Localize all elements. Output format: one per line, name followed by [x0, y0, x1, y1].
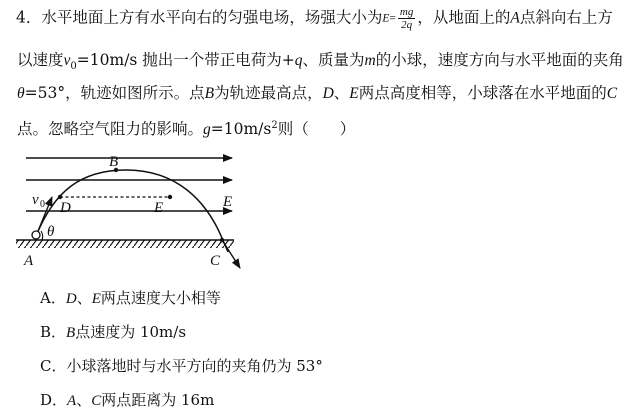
label-A: A: [24, 253, 34, 269]
label-v0: v: [32, 192, 39, 208]
point-D: [58, 195, 62, 199]
label-D: D: [60, 200, 71, 216]
ball-at-A: [32, 231, 40, 239]
option-letter: B．: [40, 323, 67, 341]
var-A: A: [67, 393, 77, 409]
label-B: B: [109, 154, 119, 170]
var-v: v: [63, 52, 71, 69]
var-theta: θ: [17, 85, 25, 102]
option-text: 点速度为 10m/s: [75, 323, 187, 341]
fraction-mg-2q: [398, 6, 415, 31]
option-text: 小球落地时与水平方向的夹角仍为 53°: [66, 357, 323, 375]
option-text: 两点速度大小相等: [100, 289, 221, 307]
option-letter: D．: [40, 391, 68, 409]
question-text: =53°，轨迹如图所示。点: [24, 84, 205, 102]
equals-sign: =: [389, 12, 396, 25]
point-E: [168, 195, 172, 199]
question-text: 点斜向右上方: [519, 8, 613, 27]
question-text: 、质量为: [302, 51, 365, 69]
angle-arc: [41, 231, 43, 240]
var-A: A: [510, 9, 520, 27]
var-E: E: [91, 291, 101, 307]
var-B: B: [204, 85, 215, 102]
label-E-field: E: [223, 194, 233, 210]
fraction-numerator: mg: [399, 6, 414, 18]
option-d[interactable]: [40, 390, 214, 411]
question-text: =10m/s 抛出一个带正电荷为+: [76, 51, 295, 69]
option-c[interactable]: [40, 356, 323, 376]
var-q: q: [294, 52, 303, 69]
var-m: m: [364, 52, 376, 69]
question-number: 4．: [16, 8, 42, 27]
question-text: 则（ ）: [277, 120, 356, 139]
superscript-2: 2: [271, 120, 278, 131]
question-text: 以速度: [17, 51, 64, 69]
trajectory-figure: [14, 150, 250, 280]
label-E-point: E: [154, 200, 164, 216]
point-C: [220, 238, 224, 242]
label-theta: θ: [47, 224, 55, 240]
option-letter: A．: [40, 289, 66, 307]
fraction-denominator: 2q: [401, 19, 413, 31]
option-text: 两点距离为 16m: [101, 391, 215, 409]
question-text: 水平地面上方有水平向右的匀强电场，场强大小为: [41, 8, 383, 27]
var-D: D: [65, 291, 77, 307]
ground-hatching: [16, 240, 234, 248]
var-g: g: [203, 121, 211, 139]
label-v0-subscript: 0: [40, 199, 45, 210]
var-E: E: [349, 85, 359, 102]
var-E: E: [382, 12, 390, 25]
question-text: =10m/s: [210, 120, 272, 139]
question-line-1: [16, 6, 613, 31]
question-text: 点。忽略空气阻力的影响。: [17, 120, 204, 139]
label-C: C: [210, 253, 221, 269]
var-B: B: [66, 325, 76, 341]
ground: [16, 240, 234, 248]
question-line-4: [17, 115, 355, 141]
separator: 、: [333, 84, 350, 102]
separator: 、: [76, 289, 92, 307]
question-line-3: [17, 82, 617, 105]
question-line-2: [17, 49, 624, 78]
var-D: D: [322, 85, 334, 102]
option-a[interactable]: [40, 288, 221, 309]
question-text: 为轨迹最高点，: [214, 84, 323, 102]
subscript-0: 0: [70, 61, 77, 73]
question-text: 两点高度相等，小球落在水平地面的: [358, 84, 607, 102]
question-text: ，从地面上的: [417, 8, 511, 27]
option-b[interactable]: [40, 322, 186, 343]
option-letter: C．: [40, 357, 67, 375]
var-C: C: [606, 85, 618, 102]
question-text: 的小球，速度方向与水平地面的夹角: [375, 51, 624, 69]
separator: 、: [76, 391, 92, 409]
var-C: C: [91, 393, 102, 409]
